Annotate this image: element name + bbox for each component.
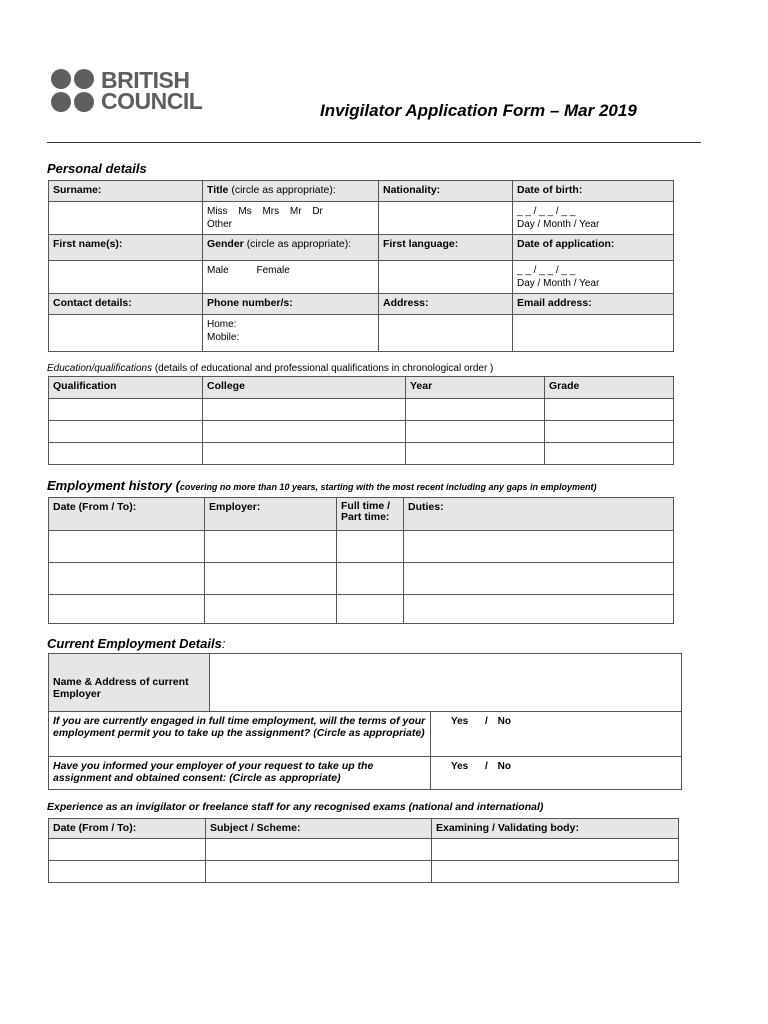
examining-body-header: Examining / Validating body: bbox=[432, 819, 679, 839]
address-label: Address: bbox=[379, 294, 513, 315]
nationality-label: Nationality: bbox=[379, 181, 513, 202]
logo-text bbox=[101, 66, 203, 114]
subject-scheme-cell[interactable] bbox=[206, 861, 432, 883]
grade-cell[interactable] bbox=[545, 443, 674, 465]
employer-cell[interactable] bbox=[205, 595, 337, 624]
employer-consent-question: Have you informed your employer of your request to take up the assignment and obtained consent: (Circle as appropriate) bbox=[49, 757, 431, 790]
q1-no-option[interactable]: No bbox=[497, 716, 511, 727]
q2-yes-option[interactable]: Yes bbox=[451, 761, 469, 772]
college-cell[interactable] bbox=[203, 399, 406, 421]
phone-number-field[interactable] bbox=[203, 315, 379, 352]
education-table bbox=[48, 376, 674, 465]
year-cell[interactable] bbox=[406, 443, 545, 465]
education-caption: Education/qualifications (details of educational and professional qualifications in chronological order ) bbox=[47, 363, 494, 374]
table-row bbox=[49, 531, 674, 563]
date-cell[interactable] bbox=[49, 531, 205, 563]
dob-field[interactable] bbox=[513, 202, 674, 235]
table-row bbox=[49, 839, 679, 861]
first-name-field[interactable] bbox=[49, 261, 203, 294]
year-cell[interactable] bbox=[406, 421, 545, 443]
phone-number-label: Phone number/s: bbox=[203, 294, 379, 315]
contact-details-label: Contact details: bbox=[49, 294, 203, 315]
full-part-time-header: Full time / Part time: bbox=[337, 498, 404, 531]
mobile-phone-label: Mobile: bbox=[207, 332, 240, 343]
college-cell[interactable] bbox=[203, 443, 406, 465]
employer-cell[interactable] bbox=[205, 563, 337, 595]
employer-name-address-field[interactable] bbox=[210, 654, 682, 712]
q1-yes-option[interactable]: Yes bbox=[451, 716, 469, 727]
employment-history-heading: Employment history (covering no more than 10 years, starting with the most recent including any gaps in employment) bbox=[47, 478, 597, 493]
form-title: Invigilator Application Form – Mar 2019 bbox=[320, 101, 637, 120]
college-header: College bbox=[203, 377, 406, 399]
grade-cell[interactable] bbox=[545, 421, 674, 443]
personal-details-table bbox=[48, 180, 674, 352]
q2-no-option[interactable]: No bbox=[497, 761, 511, 772]
experience-date-cell[interactable] bbox=[49, 839, 206, 861]
first-language-label: First language: bbox=[379, 235, 513, 261]
experience-date-header: Date (From / To): bbox=[49, 819, 206, 839]
title-label: Title (circle as appropriate): bbox=[203, 181, 379, 202]
employer-consent-answer[interactable]: Yes / No bbox=[431, 757, 682, 790]
employer-name-address-label: Name & Address of current Employer bbox=[49, 654, 210, 712]
gender-options: Male Female bbox=[207, 265, 290, 276]
grade-cell[interactable] bbox=[545, 399, 674, 421]
experience-caption: Experience as an invigilator or freelance staff for any recognised exams (national and international) bbox=[47, 801, 544, 813]
address-field[interactable] bbox=[379, 315, 513, 352]
subject-scheme-cell[interactable] bbox=[206, 839, 432, 861]
table-row bbox=[49, 421, 674, 443]
employment-permit-question: If you are currently engaged in full time employment, will the terms of your employment permit you to take up the assignment? (Circle as appropriate) bbox=[49, 712, 431, 757]
full-part-time-cell[interactable] bbox=[337, 531, 404, 563]
grade-header: Grade bbox=[545, 377, 674, 399]
nationality-field[interactable] bbox=[379, 202, 513, 235]
home-phone-label: Home: bbox=[207, 319, 237, 330]
current-employment-heading: Current Employment Details: bbox=[47, 636, 226, 651]
table-row bbox=[49, 861, 679, 883]
duties-cell[interactable] bbox=[404, 595, 674, 624]
email-address-field[interactable] bbox=[513, 315, 674, 352]
duties-cell[interactable] bbox=[404, 531, 674, 563]
date-of-application-field[interactable] bbox=[513, 261, 674, 294]
dob-hint: Day / Month / Year bbox=[517, 219, 600, 230]
full-part-time-cell[interactable] bbox=[337, 595, 404, 624]
logo-text-line2: COUNCIL bbox=[101, 87, 203, 114]
date-of-application-label: Date of application: bbox=[513, 235, 674, 261]
experience-table bbox=[48, 818, 679, 883]
qualification-cell[interactable] bbox=[49, 421, 203, 443]
dob-label: Date of birth: bbox=[513, 181, 674, 202]
logo-dots-icon bbox=[51, 69, 94, 112]
employer-cell[interactable] bbox=[205, 531, 337, 563]
date-from-to-header: Date (From / To): bbox=[49, 498, 205, 531]
header-divider bbox=[47, 142, 701, 143]
employer-header: Employer: bbox=[205, 498, 337, 531]
subject-scheme-header: Subject / Scheme: bbox=[206, 819, 432, 839]
first-name-label: First name(s): bbox=[49, 235, 203, 261]
british-council-logo bbox=[51, 66, 203, 114]
surname-field[interactable] bbox=[49, 202, 203, 235]
experience-date-cell[interactable] bbox=[49, 861, 206, 883]
date-cell[interactable] bbox=[49, 595, 205, 624]
duties-cell[interactable] bbox=[404, 563, 674, 595]
date-app-hint: Day / Month / Year bbox=[517, 278, 600, 289]
table-row bbox=[49, 399, 674, 421]
current-employment-table bbox=[48, 653, 682, 790]
duties-header: Duties: bbox=[404, 498, 674, 531]
dob-format: _ _ / _ _ / _ _ bbox=[517, 206, 576, 217]
title-options-field[interactable] bbox=[203, 202, 379, 235]
logo-text-line1: BRITISH bbox=[101, 66, 190, 93]
full-part-time-cell[interactable] bbox=[337, 563, 404, 595]
qualification-cell[interactable] bbox=[49, 399, 203, 421]
employment-permit-answer[interactable]: Yes / No bbox=[431, 712, 682, 757]
employment-history-table bbox=[48, 497, 674, 624]
email-address-label: Email address: bbox=[513, 294, 674, 315]
examining-body-cell[interactable] bbox=[432, 861, 679, 883]
year-header: Year bbox=[406, 377, 545, 399]
date-app-format: _ _ / _ _ / _ _ bbox=[517, 265, 576, 276]
title-other: Other bbox=[207, 219, 233, 230]
college-cell[interactable] bbox=[203, 421, 406, 443]
title-options: Miss Ms Mrs Mr Dr bbox=[207, 206, 323, 217]
table-row bbox=[49, 563, 674, 595]
gender-options-field[interactable] bbox=[203, 261, 379, 294]
personal-details-heading: Personal details bbox=[47, 161, 147, 176]
first-language-field[interactable] bbox=[379, 261, 513, 294]
qualification-cell[interactable] bbox=[49, 443, 203, 465]
qualification-header: Qualification bbox=[49, 377, 203, 399]
table-row bbox=[49, 595, 674, 624]
table-row bbox=[49, 443, 674, 465]
contact-details-field[interactable] bbox=[49, 315, 203, 352]
surname-label: Surname: bbox=[49, 181, 203, 202]
examining-body-cell[interactable] bbox=[432, 839, 679, 861]
date-cell[interactable] bbox=[49, 563, 205, 595]
year-cell[interactable] bbox=[406, 399, 545, 421]
gender-label: Gender (circle as appropriate): bbox=[203, 235, 379, 261]
